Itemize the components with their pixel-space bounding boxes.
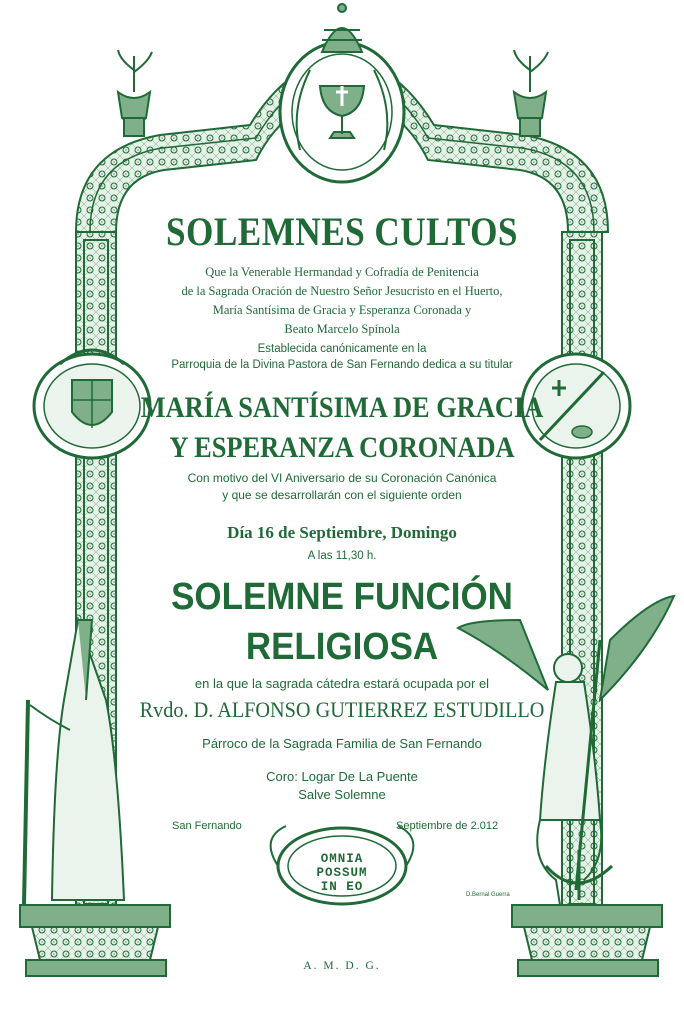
function-title xyxy=(27,572,656,672)
function-line: SOLEMNE FUNCIÓN xyxy=(171,576,513,618)
pulpit-text: en la que la sagrada cátedra estará ocupada por el xyxy=(194,676,490,691)
chalice-cartouche xyxy=(280,42,404,182)
left-urn xyxy=(118,50,152,136)
motive-line: Con motivo del VI Aniversario de su Coronación Canónica xyxy=(187,471,497,485)
artist-signature: D.Bernal Guerra xyxy=(466,892,510,898)
motto-text xyxy=(284,852,400,894)
titular-line: Y ESPERANZA CORONADA xyxy=(169,431,515,464)
choir-line: Salve Solemne xyxy=(298,787,386,802)
motive-paragraph xyxy=(0,470,684,504)
choir-info xyxy=(0,768,684,804)
event-date: Día 16 de Septiembre, Domingo xyxy=(227,523,457,542)
choir-line: Coro: Logar De La Puente xyxy=(266,769,418,784)
main-title: SOLEMNES CULTOS xyxy=(166,209,518,254)
intro-line: Beato Marcelo Spínola xyxy=(284,322,400,336)
intro-paragraph xyxy=(0,263,684,339)
event-time: A las 11,30 h. xyxy=(307,550,377,562)
intro-line: de la Sagrada Oración de Nuestro Señor Jesucristo en el Huerto, xyxy=(181,284,503,298)
footer-date: Septiembre de 2.012 xyxy=(396,820,499,832)
titular-name xyxy=(41,388,643,468)
established-line: Parroquia de la Divina Pastora de San Fernando dedica a su titular xyxy=(171,359,513,371)
titular-line: MARÍA SANTÍSIMA DE GRACIA xyxy=(140,391,544,424)
motive-line: y que se desarrollarán con el siguiente orden xyxy=(222,488,462,502)
intro-line: Que la Venerable Hermandad y Cofradía de Penitencia xyxy=(205,265,479,279)
function-line: RELIGIOSA xyxy=(245,626,439,668)
preacher-role: Párroco de la Sagrada Familia de San Fernando xyxy=(202,736,482,751)
preacher-name: Rvdo. D. ALFONSO GUTIERREZ ESTUDILLO xyxy=(139,697,545,722)
motto-line: IN EO xyxy=(320,880,364,894)
intro-line: María Santísima de Gracia y Esperanza Coronada y xyxy=(212,303,472,317)
tiara-crown xyxy=(322,4,362,52)
closing-motto: A. M. D. G. xyxy=(303,960,381,972)
right-urn xyxy=(514,50,548,136)
footer-place: San Fernando xyxy=(172,820,242,832)
motto-line: POSSUM xyxy=(316,866,368,880)
established-line: Establecida canónicamente en la xyxy=(257,343,427,355)
motto-line: OMNIA xyxy=(320,852,364,866)
established-paragraph xyxy=(0,341,684,373)
